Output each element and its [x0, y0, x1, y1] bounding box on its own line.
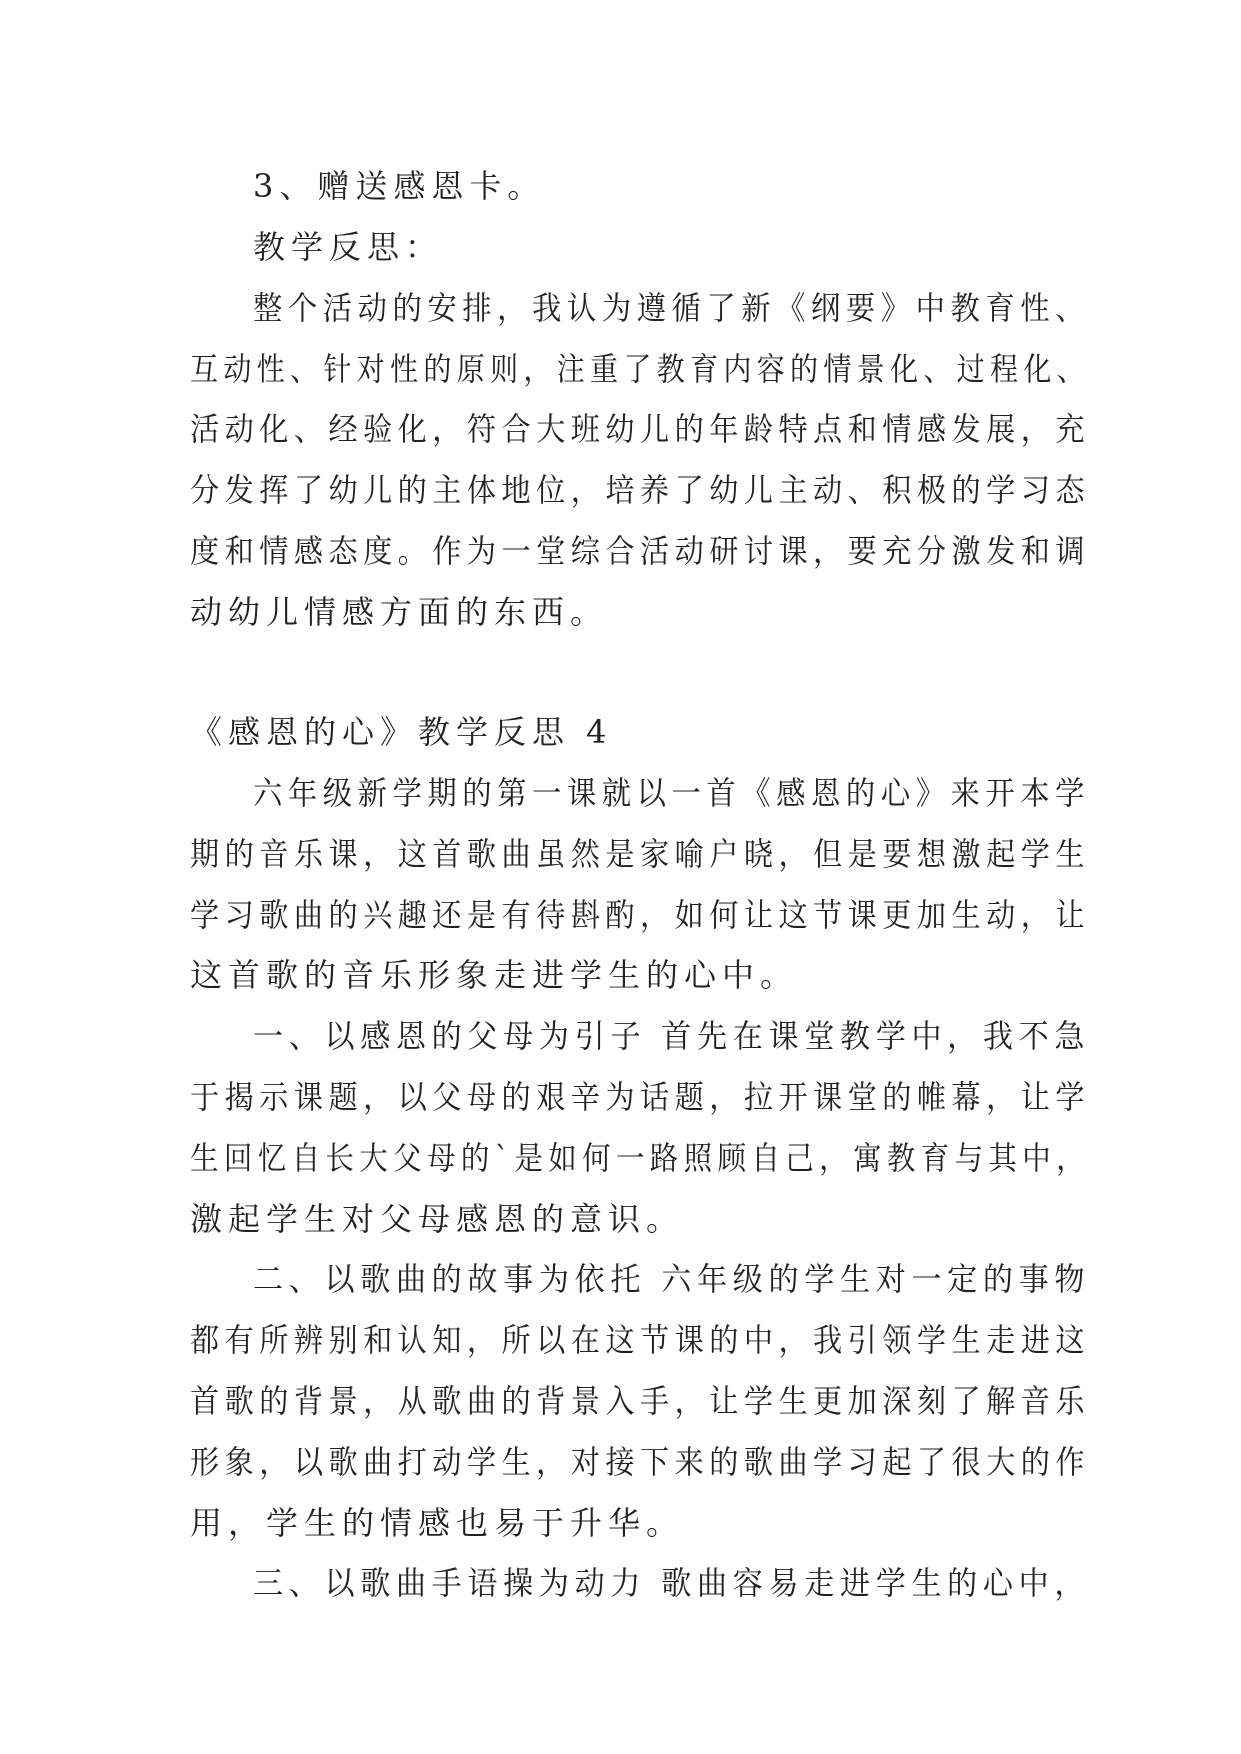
paragraph-line: 二、以歌曲的故事为依托 六年级的学生对一定的事物 [253, 1260, 1091, 1298]
paragraph-line: 一、以感恩的父母为引子 首先在课堂教学中，我不急 [253, 1017, 1091, 1055]
paragraph-line: 用，学生的情感也易于升华。 [190, 1504, 685, 1542]
paragraph-line: 学习歌曲的兴趣还是有待斟酌，如何让这节课更加生动，让 [190, 896, 1090, 934]
paragraph-line: 生回忆自长大父母的`是如何一路照顾自己，寓教育与其中， [190, 1139, 1091, 1177]
paragraph-line: 活动化、经验化，符合大班幼儿的年龄特点和情感发展，充 [190, 410, 1090, 448]
paragraph-line: 激起学生对父母感恩的意识。 [190, 1200, 685, 1238]
paragraph-line: 整个活动的安排，我认为遵循了新《纲要》中教育性、 [253, 289, 1091, 327]
paragraph-line: 动幼儿情感方面的东西。 [190, 593, 609, 631]
paragraph-line: 形象，以歌曲打动学生，对接下来的歌曲学习起了很大的作 [190, 1443, 1090, 1481]
paragraph-line: 都有所辨别和认知，所以在这节课的中，我引领学生走进这 [190, 1321, 1090, 1359]
section-title: 《感恩的心》教学反思 4 [190, 713, 613, 751]
paragraph-line: 度和情感态度。作为一堂综合活动研讨课，要充分激发和调 [190, 532, 1090, 570]
paragraph-line: 互动性、针对性的原则，注重了教育内容的情景化、过程化、 [190, 350, 1091, 388]
section-heading-reflection: 教学反思： [253, 228, 444, 266]
paragraph-line: 这首歌的音乐形象走进学生的心中。 [190, 956, 799, 994]
paragraph-line: 六年级新学期的第一课就以一首《感恩的心》来开本学 [253, 774, 1091, 812]
paragraph-line: 首歌的背景，从歌曲的背景入手，让学生更加深刻了解音乐 [190, 1382, 1090, 1420]
paragraph-line: 三、以歌曲手语操为动力 歌曲容易走进学生的心中， [253, 1564, 1091, 1602]
list-item-gratitude-card: 3、赠送感恩卡。 [253, 167, 546, 205]
paragraph-line: 期的音乐课，这首歌曲虽然是家喻户晓，但是要想激起学生 [190, 835, 1090, 873]
paragraph-line: 分发挥了幼儿的主体地位，培养了幼儿主动、积极的学习态 [190, 471, 1090, 509]
paragraph-line: 于揭示课题，以父母的艰辛为话题，拉开课堂的帷幕，让学 [190, 1078, 1090, 1116]
